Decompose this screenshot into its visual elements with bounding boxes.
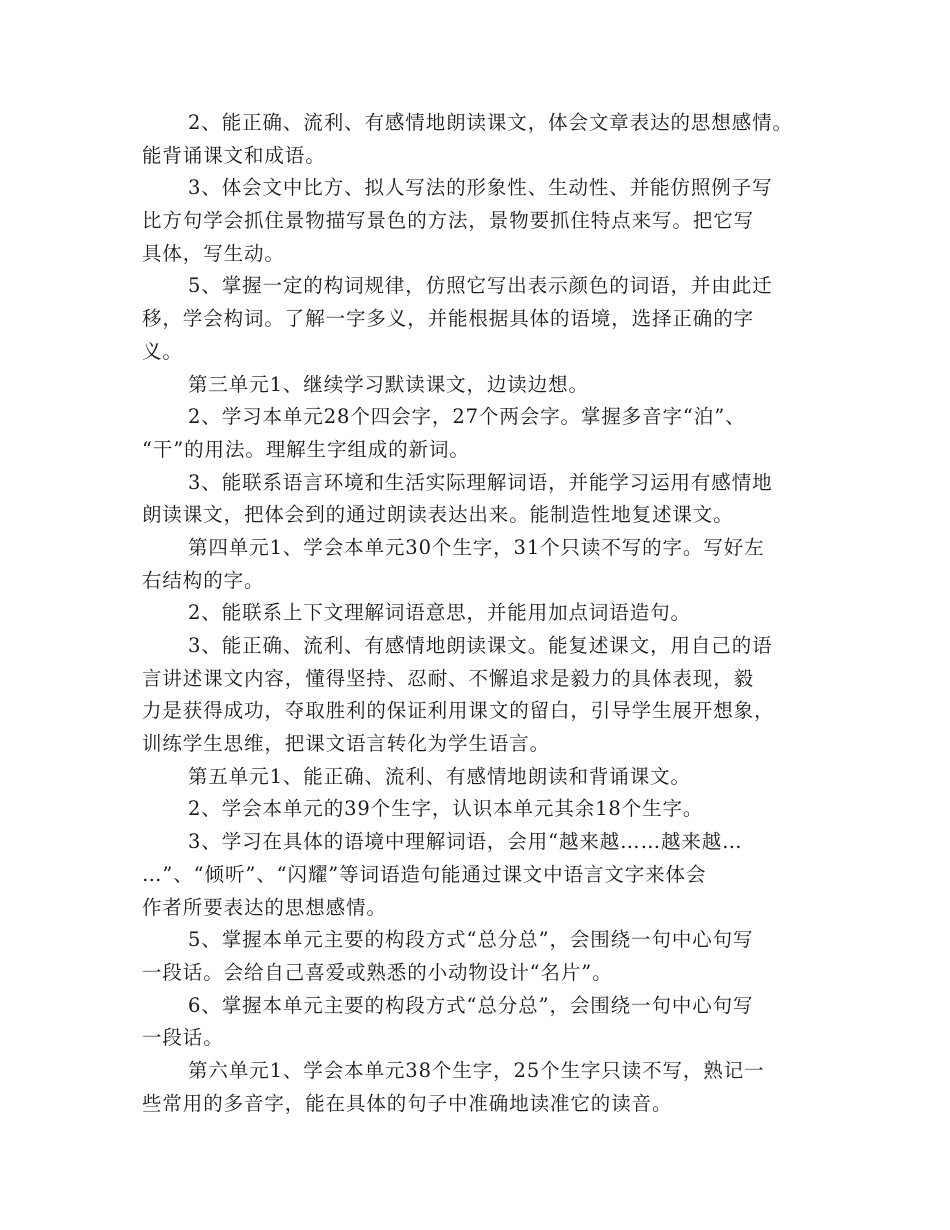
text-line: 移，学会构词。了解一字多义，并能根据具体的语境，选择正确的字 xyxy=(142,307,755,331)
text-line: 5、掌握一定的构词规律，仿照它写出表示颜色的词语，并由此迁 xyxy=(188,274,773,298)
text-line: 作者所要表达的思想感情。 xyxy=(142,895,387,919)
text-line: 义。 xyxy=(142,339,183,363)
text-line: 力是获得成功，夺取胜利的保证利用课文的留白，引导学生展开想象， xyxy=(142,699,775,723)
text-line: 一段话。会给自己喜爱或熟悉的小动物设计“名片”。 xyxy=(142,960,613,984)
text-line: 6、掌握本单元主要的构段方式“总分总”，会围绕一句中心句写 xyxy=(188,993,754,1017)
text-line: …”、“倾听”、“闪耀”等词语造句能通过课文中语言文字来体会 xyxy=(142,862,707,886)
text-line: 2、学习本单元28个四会字，27个两会字。掌握多音字“泊”、 xyxy=(188,405,746,429)
text-line: 能背诵课文和成语。 xyxy=(142,143,326,167)
text-line: 右结构的字。 xyxy=(142,568,265,592)
text-line: 2、学会本单元的39个生字，认识本单元其余18个生字。 xyxy=(188,797,704,821)
text-line: 朗读课文，把体会到的通过朗读表达出来。能制造性地复述课文。 xyxy=(142,503,734,527)
text-line: 3、能联系语言环境和生活实际理解词语，并能学习运用有感情地 xyxy=(188,470,773,494)
text-line: “干”的用法。理解生字组成的新词。 xyxy=(142,437,470,461)
document-body xyxy=(142,107,814,1120)
text-line: 2、能联系上下文理解词语意思，并能用加点词语造句。 xyxy=(188,601,691,625)
text-line: 第四单元1、学会本单元30个生字，31个只读不写的字。写好左 xyxy=(188,535,765,559)
text-line: 言讲述课文内容，懂得坚持、忍耐、不懈追求是毅力的具体表现，毅 xyxy=(142,666,755,690)
text-line: 具体，写生动。 xyxy=(142,241,285,265)
text-line: 第三单元1、继续学习默读课文，边读边想。 xyxy=(188,372,589,396)
text-line: 第五单元1、能正确、流利、有感情地朗读和背诵课文。 xyxy=(188,764,691,788)
text-line: 第六单元1、学会本单元38个生字，25个生字只读不写，熟记一 xyxy=(188,1058,765,1082)
text-line: 3、能正确、流利、有感情地朗读课文。能复述课文，用自己的语 xyxy=(188,634,773,657)
text-line: 3、学习在具体的语境中理解词语，会用“越来越……越来越… xyxy=(188,830,743,854)
text-line: 5、掌握本单元主要的构段方式“总分总”，会围绕一句中心句写 xyxy=(188,928,754,952)
text-line: 一段话。 xyxy=(142,1026,224,1050)
text-line: 些常用的多音字，能在具体的句子中准确地读准它的读音。 xyxy=(142,1091,673,1115)
text-line: 比方句学会抓住景物描写景色的方法，景物要抓住特点来写。把它写 xyxy=(142,209,755,233)
text-line: 2、能正确、流利、有感情地朗读课文，体会文章表达的思想感情。 xyxy=(188,111,793,134)
text-line: 3、体会文中比方、拟人写法的形象性、生动性、并能仿照例子写 xyxy=(188,176,773,200)
text-line: 训练学生思维，把课文语言转化为学生语言。 xyxy=(142,732,551,756)
